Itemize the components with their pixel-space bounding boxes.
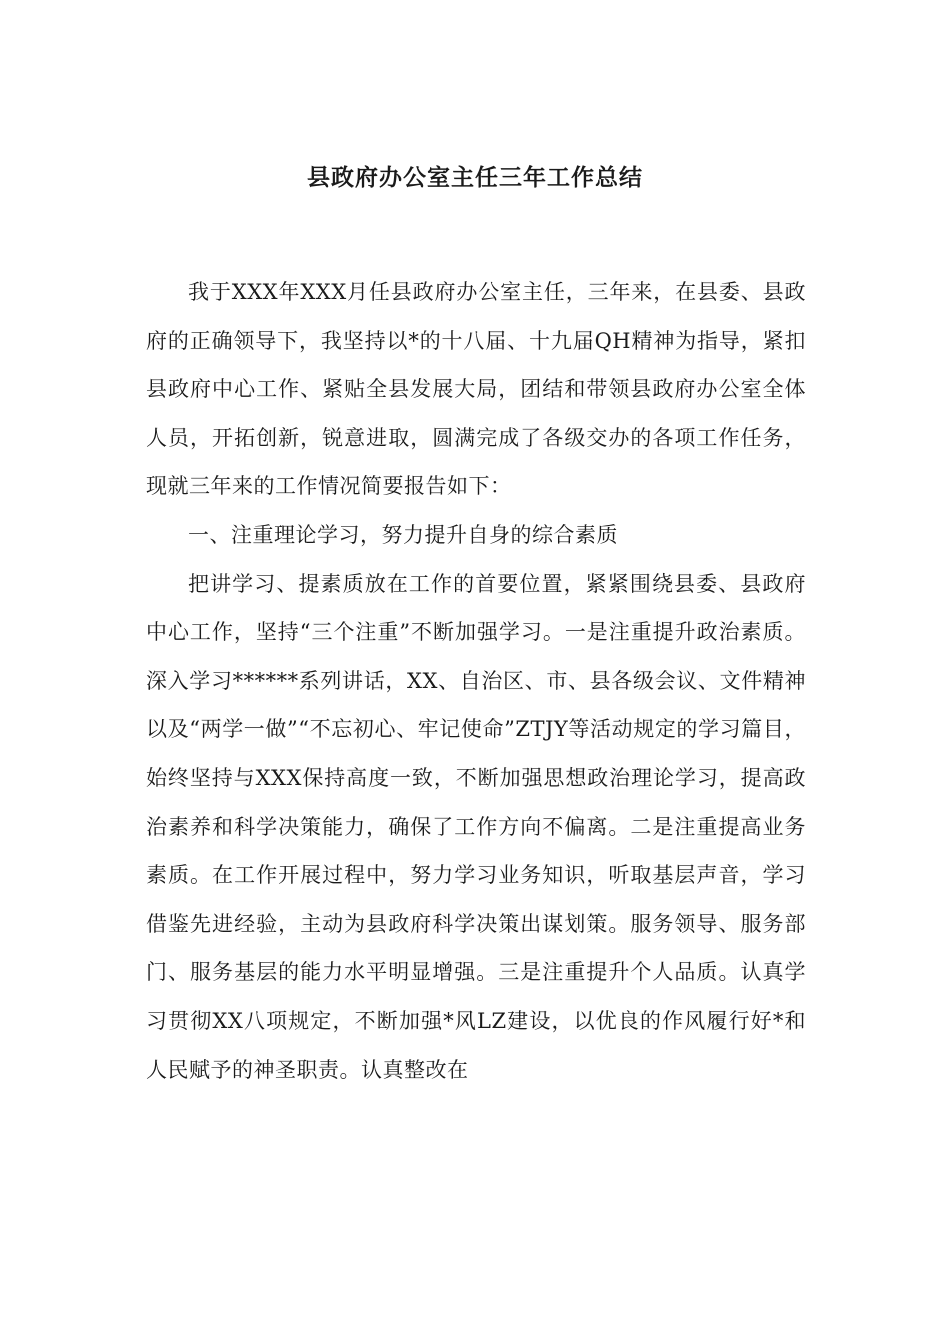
section-heading: 一、注重理论学习，努力提升自身的综合素质	[188, 522, 618, 547]
document-title: 县政府办公室主任三年工作总结	[307, 164, 643, 191]
document-body	[146, 268, 806, 1094]
section-paragraph: 把讲学习、提素质放在工作的首要位置，紧紧围绕县委、县政府中心工作，坚持“三个注重”不断加强学习。一是注重提升政治素质。深入学习******系列讲话，XX、自治区、市、县各级会议、文件精神以及“两学一做”“不忘初心、牢记使命”ZTJY等活动规定的学习篇目，始终坚持与XXX保持高度一致，不断加强思想政治理论学习，提高政治素养和科学决策能力，确保了工作方向不偏离。二是注重提高业务素质。在工作开展过程中，努力学习业务知识，听取基层声音，学习借鉴先进经验，主动为县政府科学决策出谋划策。服务领导、服务部门、服务基层的能力水平明显增强。三是注重提升个人品质。认真学习贯彻XX八项规定，不断加强*风LZ建设，以优良的作风履行好*和人民赋予的神圣职责。认真整改在	[146, 571, 806, 1082]
intro-paragraph: 我于XXX年XXX月任县政府办公室主任，三年来，在县委、县政府的正确领导下，我坚持以*的十八届、十九届QH精神为指导，紧扣县政府中心工作、紧贴全县发展大局，团结和带领县政府办公室全体人员，开拓创新，锐意进取，圆满完成了各级交办的各项工作任务，现就三年来的工作情况简要报告如下：	[146, 280, 806, 499]
